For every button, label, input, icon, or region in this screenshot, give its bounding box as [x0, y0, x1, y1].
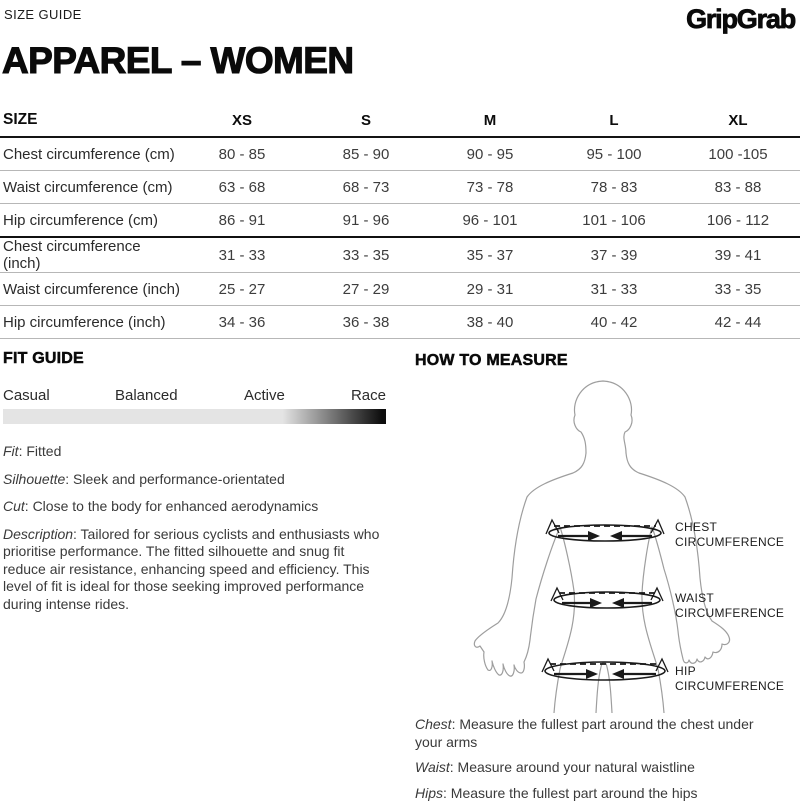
col-header-size: SIZE	[3, 111, 38, 128]
how-to-measure-heading: HOW TO MEASURE	[415, 352, 568, 369]
cell-value: 96 - 101	[462, 211, 518, 229]
row-label: Waist circumference (cm)	[3, 178, 173, 196]
size-table-header-row	[0, 104, 800, 137]
cell-value: 37 - 39	[590, 246, 638, 264]
label-line: CIRCUMFERENCE	[675, 679, 785, 693]
page-title: APPAREL – WOMEN	[2, 40, 354, 81]
cell-value: 83 - 88	[714, 178, 762, 196]
cell-value: 106 - 112	[706, 211, 770, 229]
cell-value: 33 - 35	[714, 280, 762, 298]
attribute-lead: Cut	[3, 498, 25, 514]
table-row-chest-inch	[0, 237, 800, 273]
note-lead: Hips	[415, 784, 444, 801]
cell-value: 73 - 78	[466, 178, 514, 196]
size-table	[0, 104, 800, 339]
cell-value: 27 - 29	[342, 280, 390, 298]
table-row-chest-cm	[0, 137, 800, 171]
fit-attributes	[3, 443, 386, 613]
cell-value: 39 - 41	[714, 246, 762, 264]
attribute-text: : Close to the body for enhanced aerodynamics	[24, 498, 319, 514]
label-line: HIP	[675, 664, 696, 678]
fit-scale-gradient-bar	[3, 409, 386, 424]
cell-value: 35 - 37	[466, 246, 514, 264]
cell-value: 38 - 40	[466, 313, 514, 331]
note-lead: Chest	[415, 716, 452, 732]
label-line: WAIST	[675, 591, 715, 605]
row-label: Hip circumference (inch)	[3, 313, 166, 331]
fit-attribute-fit	[3, 443, 386, 461]
gripgrab-logo: GripGrab	[686, 4, 795, 34]
document-kicker: SIZE GUIDE	[4, 7, 82, 22]
chest-circumference-label	[675, 520, 784, 550]
cell-value: 85 - 90	[342, 145, 390, 163]
cell-value: 63 - 68	[218, 178, 266, 196]
attribute-lead: Description	[3, 525, 74, 542]
fit-scale-labels	[3, 387, 386, 404]
cell-value: 33 - 35	[342, 246, 390, 264]
chest-measure-marker	[546, 520, 664, 541]
cell-value: 80 - 85	[218, 145, 266, 163]
scale-label-race: Race	[350, 387, 386, 404]
cell-value: 42 - 44	[714, 313, 762, 331]
cell-value: 40 - 42	[590, 313, 638, 331]
cell-value: 29 - 31	[466, 280, 514, 298]
hip-circumference-label	[675, 664, 784, 694]
row-label: Chest circumference (cm)	[3, 145, 175, 163]
col-header-l: L	[609, 111, 619, 129]
label-line: CIRCUMFERENCE	[675, 606, 785, 620]
col-header-xl: XL	[728, 111, 748, 129]
inner-legs-outline	[596, 663, 612, 714]
cell-value: 68 - 73	[342, 178, 390, 196]
attribute-lead: Fit	[3, 443, 19, 459]
cell-value: 34 - 36	[218, 313, 266, 331]
table-row-waist-inch	[0, 273, 800, 306]
cell-value: 101 - 106	[582, 211, 646, 229]
cell-value: 90 - 95	[466, 145, 514, 163]
fit-attribute-description	[3, 526, 386, 614]
cell-value: 36 - 38	[342, 313, 390, 331]
attribute-text: : Fitted	[18, 443, 62, 459]
head-outline	[574, 381, 632, 453]
measure-notes	[415, 716, 760, 810]
scale-label-balanced: Balanced	[115, 387, 178, 404]
table-row-hip-cm	[0, 204, 800, 238]
attribute-text: : Tailored for serious cyclists and enthusiasts who prioritise performance. The fitted silhouette and snug fit reduce air resistance, enhancing speed and efficiency. This level of fit is ideal for those seeking improved performance during intense rides.	[3, 525, 380, 612]
cell-value: 91 - 96	[342, 211, 390, 229]
waist-circumference-label	[675, 591, 784, 621]
cell-value: 95 - 100	[586, 145, 642, 163]
fit-attribute-silhouette	[3, 471, 386, 489]
table-row-hip-inch	[0, 306, 800, 339]
scale-label-active: Active	[244, 387, 285, 404]
row-label: Hip circumference (cm)	[3, 211, 159, 229]
hip-measure-marker	[542, 659, 668, 680]
scale-label-casual: Casual	[3, 387, 50, 404]
col-header-s: S	[360, 111, 371, 129]
waist-note	[415, 759, 760, 777]
table-row-waist-cm	[0, 171, 800, 204]
row-label: Chest circumference (inch)	[3, 238, 141, 272]
cell-value: 31 - 33	[218, 246, 266, 264]
cell-value: 100 -105	[708, 145, 768, 163]
note-text: : Measure around your natural waistline	[449, 759, 695, 775]
col-header-m: M	[483, 111, 497, 129]
note-text: : Measure the fullest part around the chest under your arms	[415, 716, 754, 750]
cell-value: 86 - 91	[218, 211, 266, 229]
row-label: Waist circumference (inch)	[3, 280, 180, 298]
attribute-lead: Silhouette	[3, 470, 66, 487]
attribute-text: : Sleek and performance-orientated	[65, 470, 285, 487]
how-to-measure-section	[415, 350, 800, 800]
col-header-xs: XS	[231, 111, 252, 129]
note-text: : Measure the fullest part around the hips	[443, 784, 698, 801]
fit-guide-section	[3, 350, 386, 623]
chest-note	[415, 716, 760, 751]
waist-measure-marker	[551, 588, 663, 608]
fit-attribute-cut	[3, 498, 386, 516]
note-lead: Waist	[415, 759, 450, 775]
label-line: CIRCUMFERENCE	[675, 535, 785, 549]
label-line: CHEST	[675, 520, 718, 534]
cell-value: 78 - 83	[590, 178, 638, 196]
cell-value: 31 - 33	[590, 280, 638, 298]
cell-value: 25 - 27	[218, 280, 266, 298]
fit-guide-heading: FIT GUIDE	[3, 350, 84, 367]
hips-note	[415, 785, 760, 803]
